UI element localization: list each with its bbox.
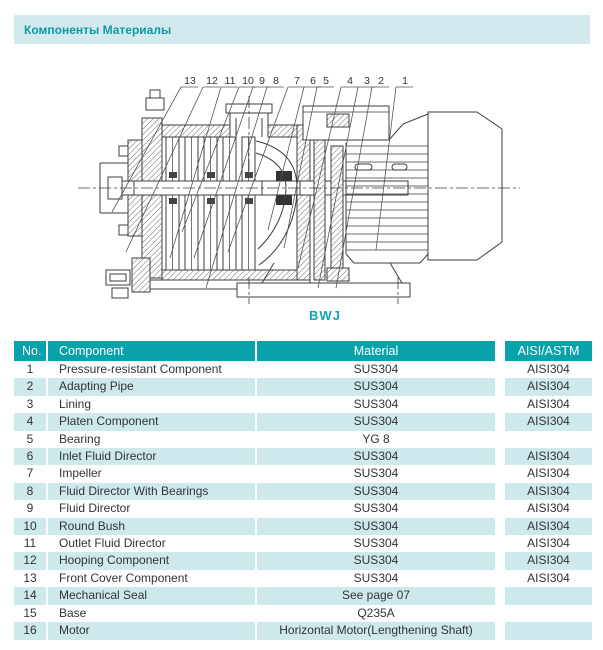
callout-label: 9 (259, 75, 265, 87)
callout-label: 6 (310, 75, 316, 87)
cell-material: SUS304 (255, 570, 495, 587)
header-material: Material (255, 341, 495, 361)
cell-standard: AISI304 (495, 500, 592, 517)
cell-no: 10 (14, 518, 46, 535)
cell-standard: AISI304 (495, 570, 592, 587)
cell-no: 8 (14, 483, 46, 500)
cell-standard: AISI304 (495, 396, 592, 413)
callout-label: 4 (347, 75, 353, 87)
cell-material: Horizontal Motor(Lengthening Shaft) (255, 622, 495, 639)
cell-standard: AISI304 (495, 361, 592, 378)
table-row (14, 378, 592, 395)
table-row (14, 518, 592, 535)
cell-standard: AISI304 (495, 535, 592, 552)
cell-component: Hooping Component (46, 552, 255, 569)
callout-label: 12 (206, 75, 218, 87)
cell-component: Pressure-resistant Component (46, 361, 255, 378)
table-row (14, 552, 592, 569)
cell-standard: AISI304 (495, 552, 592, 569)
cell-material: SUS304 (255, 518, 495, 535)
cell-material: SUS304 (255, 552, 495, 569)
cell-material: Q235A (255, 605, 495, 622)
cell-material: SUS304 (255, 361, 495, 378)
cell-no: 9 (26, 501, 34, 516)
cell-no: 16 (14, 622, 46, 639)
cell-standard (495, 605, 592, 622)
cell-component: Fluid Director With Bearings (46, 483, 255, 500)
section-title: Компоненты Материалы (24, 22, 172, 37)
cell-material: SUS304 (255, 378, 495, 395)
cell-material: SUS304 (255, 483, 495, 500)
cell-no: 12 (14, 552, 46, 569)
callout-label: 2 (378, 75, 384, 87)
cell-component: Platen Component (46, 413, 255, 430)
cell-no: 2 (14, 378, 46, 395)
cell-standard: AISI304 (495, 448, 592, 465)
table-row (14, 535, 592, 552)
callout-label: 3 (364, 75, 370, 87)
header-no: No. (14, 341, 46, 361)
cell-standard (495, 622, 592, 639)
callout-label: 13 (184, 75, 196, 87)
cell-component: Outlet Fluid Director (46, 535, 255, 552)
table-header-row (14, 341, 592, 361)
cell-material: YG 8 (255, 431, 495, 448)
cell-material: SUS304 (255, 448, 495, 465)
table-row (14, 465, 592, 482)
pump-cross-section-drawing (0, 50, 603, 340)
table-row (14, 361, 592, 378)
cell-component: Impeller (46, 465, 255, 482)
cell-no: 15 (23, 605, 37, 620)
cell-no: 5 (26, 431, 34, 446)
cell-component: Inlet Fluid Director (46, 448, 255, 465)
table-row (14, 622, 592, 639)
cell-component: Fluid Director (46, 500, 255, 517)
table-row (14, 413, 592, 430)
table-row (14, 570, 592, 587)
cell-no: 7 (26, 466, 34, 481)
callout-label: 8 (273, 75, 279, 87)
cell-component: Adapting Pipe (46, 378, 255, 395)
cell-material: SUS304 (255, 465, 495, 482)
pump-body-art (78, 90, 520, 304)
cell-component: Mechanical Seal (46, 587, 255, 604)
callout-label: 10 (242, 75, 254, 87)
table-row (14, 500, 592, 517)
cell-standard: AISI304 (495, 483, 592, 500)
section-header (14, 15, 590, 44)
table-body (14, 361, 592, 640)
cell-material: SUS304 (255, 396, 495, 413)
cell-material: See page 07 (255, 587, 495, 604)
cell-standard: AISI304 (495, 413, 592, 430)
table-row (14, 587, 592, 604)
cell-no: 4 (14, 413, 46, 430)
header-standard: AISI/ASTM (495, 341, 592, 361)
cell-standard: AISI304 (495, 465, 592, 482)
cell-no: 3 (26, 396, 34, 411)
cell-component: Motor (46, 622, 255, 639)
callout-label: 5 (323, 75, 329, 87)
diagram-caption: BWJ (309, 308, 341, 323)
cell-component: Bearing (46, 431, 255, 448)
cell-component: Round Bush (46, 518, 255, 535)
cell-no: 1 (26, 362, 34, 376)
table-row (14, 605, 592, 622)
cell-component: Lining (46, 396, 255, 413)
cell-material: SUS304 (255, 535, 495, 552)
pump-diagram (0, 50, 603, 340)
cell-standard (495, 431, 592, 448)
cell-component: Front Cover Component (46, 570, 255, 587)
cell-no: 14 (14, 587, 46, 604)
materials-table (14, 341, 592, 640)
cell-no: 13 (23, 570, 37, 585)
table-row (14, 431, 592, 448)
table-row (14, 448, 592, 465)
callout-label: 11 (224, 75, 236, 87)
table-row (14, 396, 592, 413)
cell-standard (495, 587, 592, 604)
cell-no: 11 (23, 536, 37, 551)
callout-label: 1 (402, 75, 408, 87)
cell-standard: AISI304 (495, 518, 592, 535)
cell-component: Base (46, 605, 255, 622)
cell-material: SUS304 (255, 413, 495, 430)
cell-standard: AISI304 (495, 378, 592, 395)
cell-no: 6 (14, 448, 46, 465)
header-component: Component (46, 341, 255, 361)
table-header (14, 341, 592, 361)
callout-label: 7 (294, 75, 300, 87)
table-row (14, 483, 592, 500)
cell-material: SUS304 (255, 500, 495, 517)
callout-numbers (184, 75, 408, 87)
